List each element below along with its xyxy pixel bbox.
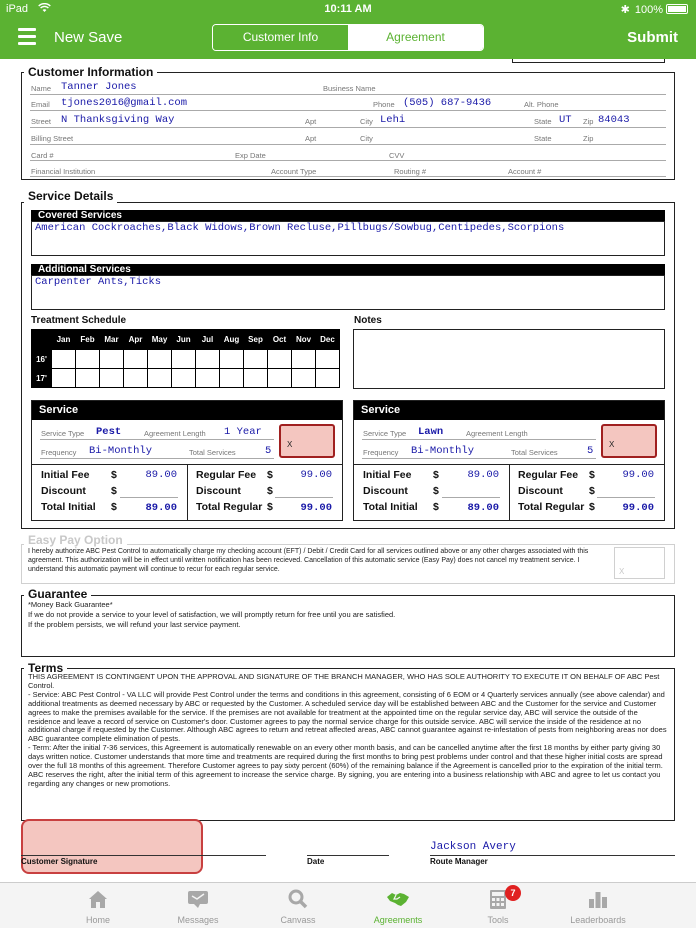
billing-street-label: Billing Street	[31, 134, 74, 143]
month-dec: Dec	[316, 330, 340, 350]
tab-tools[interactable]	[448, 883, 548, 929]
schedule-cell[interactable]	[268, 369, 292, 388]
account-label: Account #	[508, 167, 542, 176]
additional-services-text: Carpenter Ants,Ticks	[35, 276, 162, 288]
schedule-cell[interactable]	[148, 369, 172, 388]
agreement-document	[0, 59, 696, 882]
schedule-cell[interactable]	[292, 369, 316, 388]
schedule-cell[interactable]	[220, 350, 244, 369]
easy-pay-signature-box[interactable]	[614, 547, 665, 579]
notes-title: Notes	[354, 315, 382, 326]
discount-label: Discount	[196, 485, 241, 497]
dollar-sign: $	[267, 485, 273, 497]
schedule-cell[interactable]	[268, 350, 292, 369]
service-signature-pad[interactable]	[601, 424, 657, 458]
schedule-cell[interactable]	[196, 369, 220, 388]
business-label: Business Name	[323, 84, 376, 93]
agreement-length-label: Agreement Length	[466, 429, 528, 438]
month-jun: Jun	[172, 330, 196, 350]
initial-fee-field[interactable]: 89.00	[467, 469, 499, 481]
dollar-sign: $	[111, 501, 117, 513]
device-label: iPad	[6, 3, 29, 15]
schedule-cell[interactable]	[244, 369, 268, 388]
month-jan: Jan	[52, 330, 76, 350]
agreement-length-label: Agreement Length	[144, 429, 206, 438]
tools-badge: 7	[505, 885, 521, 901]
handshake-icon	[387, 889, 409, 909]
schedule-cell[interactable]	[52, 369, 76, 388]
service-type-label: Service Type	[363, 429, 407, 438]
route-manager-label: Route Manager	[430, 857, 488, 866]
schedule-header-row	[32, 330, 340, 350]
initial-fee-field[interactable]: 89.00	[145, 469, 177, 481]
schedule-row-17	[32, 369, 340, 388]
regular-fee-label: Regular Fee	[196, 469, 257, 481]
schedule-cell[interactable]	[124, 369, 148, 388]
schedule-row-16	[32, 350, 340, 369]
messages-icon	[187, 889, 209, 909]
schedule-cell[interactable]	[52, 350, 76, 369]
total-regular-field: 99.00	[300, 502, 332, 514]
month-feb: Feb	[76, 330, 100, 350]
alt-phone-label: Alt. Phone	[524, 100, 559, 109]
dollar-sign: $	[589, 469, 595, 481]
covered-services-header: Covered Services	[31, 210, 665, 221]
frequency-field[interactable]: Bi-Monthly	[89, 445, 153, 457]
total-services-label: Total Services	[189, 448, 236, 457]
dollar-sign: $	[433, 485, 439, 497]
tab-label: Home	[85, 915, 110, 925]
covered-services-text: American Cockroaches,Black Widows,Brown Recluse,Pillbugs/Sowbug,Centipedes,Scorpions	[35, 222, 565, 234]
additional-services-header: Additional Services	[31, 264, 665, 275]
schedule-cell[interactable]	[196, 350, 220, 369]
total-services-field[interactable]: 5	[265, 445, 272, 457]
year-16: 16'	[32, 350, 52, 369]
discount-label: Discount	[41, 485, 86, 497]
month-may: May	[148, 330, 172, 350]
guarantee-line-3: If the problem persists, we will refund your last service payment.	[28, 620, 241, 629]
total-regular-label: Total Regular	[196, 501, 263, 513]
schedule-cell[interactable]	[76, 369, 100, 388]
service-signature-pad[interactable]	[279, 424, 335, 458]
search-icon	[287, 889, 309, 909]
month-mar: Mar	[100, 330, 124, 350]
state-label: State	[534, 117, 552, 126]
submit-button[interactable]: Submit	[627, 29, 678, 46]
terms-paragraph-3: - Term: After the initial 7-36 services, this Agreement is automatically renewable on an every other month basis, and can be cancelled anytime after the first 18 months by either party giving 30 days written notice. Customer understands that more time and treatments are required during the first months to bring pest problems under control and that these higher initial costs are spread over the full 18 months of this agreement. Therefore Customer agrees to pay sixty percent (60%) of the remaining balance if the Agreement is cancelled prior to the expiration of the initial term. ABC reserves the right, after the initial term of this agreement to increase the service charge. By signing, you are entering into a business relationship with ABC and agree to let us contact you regarding any changes or new promotions.	[28, 743, 663, 788]
guarantee-title: Guarantee	[24, 587, 91, 601]
total-initial-field: 89.00	[467, 502, 499, 514]
notes-field[interactable]	[353, 329, 665, 389]
tab-agreement[interactable]: Agreement	[348, 25, 483, 50]
month-oct: Oct	[268, 330, 292, 350]
city-field[interactable]: Lehi	[380, 114, 406, 126]
exp-date-label: Exp Date	[235, 151, 266, 160]
schedule-cell[interactable]	[76, 350, 100, 369]
clock: 10:11 AM	[324, 3, 372, 15]
schedule-cell[interactable]	[316, 350, 340, 369]
name-label: Name	[31, 84, 52, 93]
year-17: 17'	[32, 369, 52, 388]
dollar-sign: $	[267, 469, 273, 481]
schedule-cell[interactable]	[220, 369, 244, 388]
card-label: Card #	[31, 151, 54, 160]
agreement-length-field[interactable]: 1 Year	[224, 426, 262, 438]
billing-state-label: State	[534, 134, 552, 143]
email-field[interactable]: tjones2016@gmail.com	[61, 97, 188, 109]
schedule-cell[interactable]	[148, 350, 172, 369]
phone-field[interactable]: (505) 687-9436	[403, 97, 492, 109]
cvv-label: CVV	[389, 151, 405, 160]
regular-fee-label: Regular Fee	[518, 469, 579, 481]
customer-signature-label: Customer Signature	[21, 857, 98, 866]
battery-percent: 100%	[634, 4, 663, 16]
battery-icon	[666, 4, 688, 14]
total-regular-field: 99.00	[622, 502, 654, 514]
total-services-field[interactable]: 5	[587, 445, 594, 457]
total-initial-field: 89.00	[145, 502, 177, 514]
service-box-header: Service	[354, 401, 664, 420]
menu-icon[interactable]	[18, 28, 36, 44]
customer-info-title: Customer Information	[24, 65, 157, 79]
frequency-label: Frequency	[41, 448, 77, 457]
street-label: Street	[31, 117, 52, 126]
signature-mark: X	[287, 440, 293, 449]
terms-paragraph-2: - Service: ABC Pest Control - VA LLC will provide Pest Control under the terms and conditions in this agreement, consisting of 6 EOM or 4 Quarterly services annually (see above calendar) and additional treatments as deemed necessary by ABC or requested by the Customer. A scheduled service day will be established between ABC and the Customer for the service and Customer agrees to make the premises available for the service. If the premises are not available for treatment at the appointed time on the regular service day, ABC will service the outside of the residence and leave a record of service on Customer's door. Customer agrees to pay the normal service charge for this outside service. ABC will service the inside of the residence at no additional charge if requested by the Customer. Although ABC agrees to return and retreat affected areas, ABC cannot guarantee against re-infestation of pests from neighboring areas nor does ABC guarantee complete elimination of pests.	[28, 689, 667, 744]
guarantee-line-2: If we do not provide a service to your level of satisfaction, we will promptly return for free until you are satisfied.	[28, 610, 396, 619]
account-type-label: Account Type	[271, 167, 317, 176]
terms-title: Terms	[24, 661, 67, 675]
month-aug: Aug	[220, 330, 244, 350]
header-box	[512, 59, 665, 63]
street-field[interactable]: N Thanksgiving Way	[61, 114, 175, 126]
tab-leaderboards[interactable]	[548, 883, 648, 929]
regular-fee-field[interactable]: 99.00	[300, 469, 332, 481]
schedule-cell[interactable]	[124, 350, 148, 369]
guarantee-line-1: *Money Back Guarantee*	[28, 600, 113, 609]
zip-label: Zip	[583, 117, 594, 126]
schedule-cell[interactable]	[100, 350, 124, 369]
terms-paragraph-1: THIS AGREEMENT IS CONTINGENT UPON THE APPROVAL AND SIGNATURE OF THE BRANCH MANAGER, WHO HAS SOLE AUTHORITY TO EXECUTE IT ON BEHALF OF ABC Pest Control.	[28, 672, 660, 690]
status-bar	[0, 0, 696, 19]
schedule-cell[interactable]	[292, 350, 316, 369]
schedule-cell[interactable]	[172, 369, 196, 388]
tab-agreements[interactable]	[348, 883, 448, 929]
tab-home[interactable]	[48, 883, 148, 929]
tab-label: Messages	[177, 915, 219, 925]
financial-institution-label: Financial Institution	[31, 167, 96, 176]
month-sep: Sep	[244, 330, 268, 350]
tab-canvass[interactable]	[248, 883, 348, 929]
battery-status	[621, 3, 688, 16]
new-save-button[interactable]: New Save	[54, 29, 123, 46]
routing-label: Routing #	[394, 167, 427, 176]
service-type-label: Service Type	[41, 429, 85, 438]
easy-pay-text: I hereby authorize ABC Pest Control to automatically charge my checking account (EFT) / Debit / Credit Card for all services outlined above or any other charges associated with this agreement. This authorization will be in effect until written notification has been recieved. Cancellation of this automatic service (Easy Pay) does not cancel my treatment service. I understand this automatic payment will continue to recur for each regular service.	[28, 548, 589, 573]
segmented-control	[212, 24, 484, 51]
month-jul: Jul	[196, 330, 220, 350]
total-initial-label: Total Initial	[41, 501, 96, 513]
bar-chart-icon	[587, 889, 609, 909]
month-nov: Nov	[292, 330, 316, 350]
initial-fee-label: Initial Fee	[363, 469, 412, 481]
billing-apt-label: Apt	[305, 134, 317, 143]
dollar-sign: $	[433, 501, 439, 513]
terms-text	[28, 673, 668, 789]
dollar-sign: $	[267, 501, 273, 513]
billing-city-label: City	[360, 134, 373, 143]
easy-pay-mark: X	[619, 567, 625, 576]
tab-label: Leaderboards	[570, 915, 626, 925]
city-label: City	[360, 117, 373, 126]
dollar-sign: $	[589, 501, 595, 513]
total-regular-label: Total Regular	[518, 501, 585, 513]
total-services-label: Total Services	[511, 448, 558, 457]
treatment-schedule-title: Treatment Schedule	[31, 315, 127, 326]
home-icon	[87, 889, 109, 909]
schedule-cell[interactable]	[316, 369, 340, 388]
dollar-sign: $	[111, 485, 117, 497]
tab-label: Tools	[487, 915, 509, 925]
discount-label: Discount	[518, 485, 563, 497]
schedule-cell[interactable]	[100, 369, 124, 388]
tab-customer-info[interactable]: Customer Info	[213, 25, 348, 50]
total-initial-label: Total Initial	[363, 501, 418, 513]
phone-label: Phone	[373, 100, 395, 109]
zip-field[interactable]: 84043	[598, 114, 630, 126]
billing-zip-label: Zip	[583, 134, 594, 143]
month-apr: Apr	[124, 330, 148, 350]
apt-label: Apt	[305, 117, 317, 126]
name-field[interactable]: Tanner Jones	[61, 81, 137, 93]
tab-label: Agreements	[373, 915, 423, 925]
nav-bar	[0, 19, 696, 59]
dollar-sign: $	[111, 469, 117, 481]
treatment-schedule-table	[31, 329, 340, 388]
service-type-field[interactable]: Lawn	[418, 426, 444, 438]
initial-fee-label: Initial Fee	[41, 469, 90, 481]
tab-messages[interactable]	[148, 883, 248, 929]
service-details-title: Service Details	[24, 189, 117, 203]
schedule-cell[interactable]	[172, 350, 196, 369]
schedule-cell[interactable]	[244, 350, 268, 369]
tab-bar	[0, 882, 696, 928]
state-field[interactable]: UT	[559, 114, 572, 126]
easy-pay-title: Easy Pay Option	[24, 533, 127, 547]
bluetooth-icon: ✱	[620, 4, 630, 16]
regular-fee-field[interactable]: 99.00	[622, 469, 654, 481]
signature-mark: X	[609, 440, 615, 449]
email-label: Email	[31, 100, 50, 109]
frequency-field[interactable]: Bi-Monthly	[411, 445, 475, 457]
dollar-sign: $	[433, 469, 439, 481]
frequency-label: Frequency	[363, 448, 399, 457]
tab-label: Canvass	[280, 915, 316, 925]
date-label: Date	[307, 857, 325, 866]
service-type-field[interactable]: Pest	[96, 426, 122, 438]
route-manager-name: Jackson Avery	[430, 841, 516, 853]
service-box-header: Service	[32, 401, 342, 420]
dollar-sign: $	[589, 485, 595, 497]
discount-label: Discount	[363, 485, 408, 497]
